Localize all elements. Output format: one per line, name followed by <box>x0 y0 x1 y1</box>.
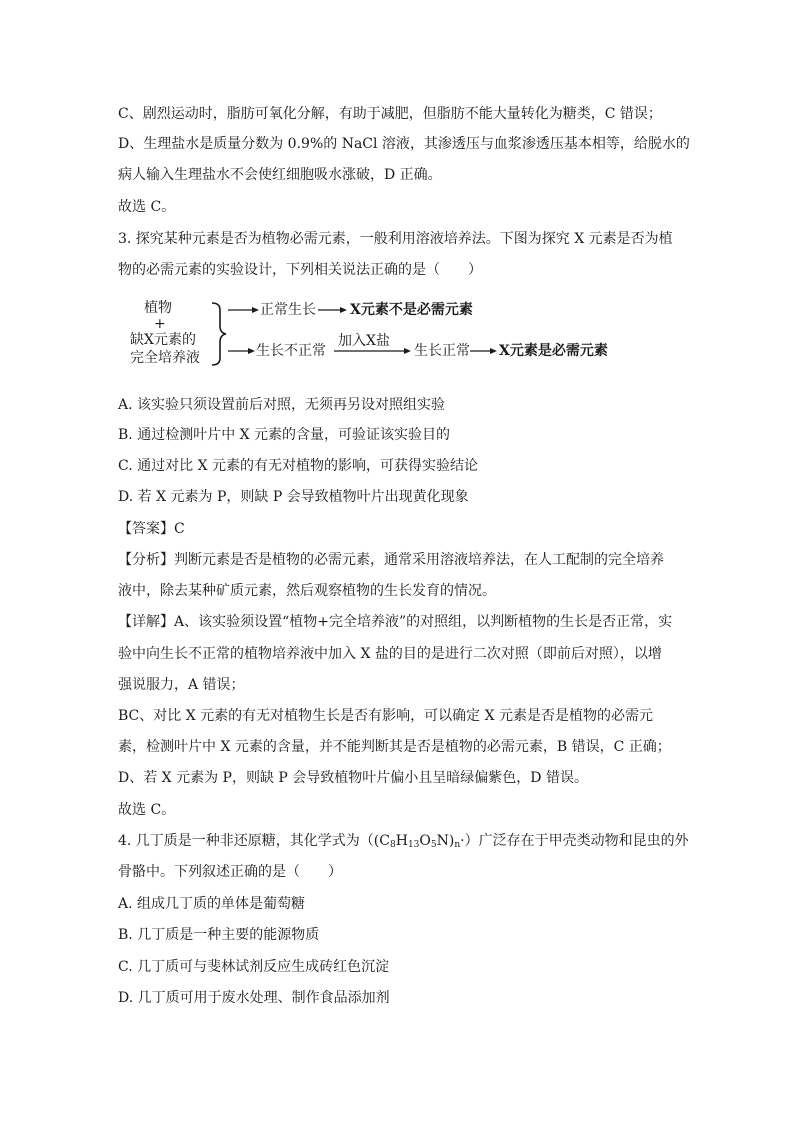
formula-n: N) <box>436 833 455 849</box>
q3-answer: 【答案】C <box>118 521 185 537</box>
q3-stem: 3. 探究某种元素是否为植物必需元素，一般利用溶液培养法。下图为探究 X 元素是否为植 <box>118 231 673 247</box>
q3-detail: 【详解】A、该实验须设置“植物+完全培养液”的对照组，以判断植物的生长是否正常，实 <box>118 614 673 630</box>
q4-option-a: A. 组成几丁质的单体是葡萄糖 <box>118 896 306 912</box>
diagram-essential-conclusion: X元素是必需元素 <box>499 343 608 359</box>
q3-detail-cont-2: 强说服力，A 错误； <box>118 677 245 693</box>
q3-detail-d: D、若 X 元素为 P，则缺 P 会导致植物叶片偏小且呈暗绿偏紫色，D 错误。 <box>118 770 588 786</box>
formula-h-subscript: 13 <box>407 840 420 850</box>
q3-detail-cont: 验中向生长不正常的植物培养液中加入 X 盐的目的是进行二次对照（即前后对照），以增 <box>118 646 662 662</box>
diagram-normal-growth: 正常生长 <box>260 302 316 318</box>
formula-o-subscript: 5 <box>430 840 437 850</box>
formula-n-subscript: n <box>454 840 461 850</box>
q3-experiment-diagram <box>118 294 678 374</box>
q3-option-b: B. 通过检测叶片中 X 元素的含量，可验证该实验目的 <box>118 427 451 443</box>
formula-h: H <box>395 833 408 849</box>
prev-option-d-explanation-cont: 病人输入生理盐水不会使红细胞吸水涨破，D 正确。 <box>118 167 442 183</box>
formula-o: O <box>419 833 431 849</box>
q4-option-b: B. 几丁质是一种主要的能源物质 <box>118 927 320 943</box>
diagram-normal-growth-2: 生长正常 <box>414 343 470 359</box>
q4-option-c: C. 几丁质可与斐林试剂反应生成砖红色沉淀 <box>118 959 390 975</box>
prev-conclusion: 故选 C。 <box>118 199 176 215</box>
q3-analysis: 【分析】判断元素是否是植物的必需元素，通常采用溶液培养法，在人工配制的完全培养 <box>118 552 664 568</box>
q4-stem-end: ·）广泛存在于甲壳类动物和昆虫的外 <box>460 833 689 849</box>
q3-option-c: C. 通过对比 X 元素的有无对植物的影响，可获得实验结论 <box>118 458 478 474</box>
prev-option-d-explanation: D、生理盐水是质量分数为 0.9%的 NaCl 溶液，其渗透压与血浆渗透压基本相等，给脱水的 <box>118 136 690 152</box>
q3-conclusion: 故选 C。 <box>118 802 176 818</box>
diagram-abnormal-growth: 生长不正常 <box>256 343 326 359</box>
formula-c-subscript: 8 <box>389 840 396 850</box>
diagram-add-x-salt: 加入X盐 <box>338 333 390 349</box>
q3-stem-cont: 物的必需元素的实验设计，下列相关说法正确的是（ ） <box>118 262 482 278</box>
q3-detail-bc-cont: 素，检测叶片中 X 元素的含量，并不能判断其是否是植物的必需元素，B 错误，C 正确； <box>118 739 671 755</box>
diagram-not-essential-conclusion: X元素不是必需元素 <box>350 302 473 318</box>
diagram-medium-label: 缺X元素的 <box>130 332 196 348</box>
q3-option-d: D. 若 X 元素为 P，则缺 P 会导致植物叶片出现黄化现象 <box>118 489 469 505</box>
q4-stem-cont: 骨骼中。下列叙述正确的是（ ） <box>118 864 342 880</box>
prev-option-c-explanation: C、剧烈运动时，脂肪可氧化分解，有助于减肥，但脂肪不能大量转化为糖类，C 错误； <box>118 106 662 122</box>
diagram-medium-label-cont: 完全培养液 <box>130 350 200 366</box>
q3-option-a: A. 该实验只须设置前后对照，无须再另设对照组实验 <box>118 397 446 413</box>
q3-analysis-cont: 液中，除去某种矿质元素，然后观察植物的生长发育的情况。 <box>118 583 496 599</box>
q4-stem <box>118 831 689 855</box>
q4-stem-start: 4. 几丁质是一种非还原糖，其化学式为（(C <box>118 833 390 849</box>
diagram-plus-sign: + <box>154 316 166 332</box>
q4-option-d: D. 几丁质可用于废水处理、制作食品添加剂 <box>118 990 390 1006</box>
diagram-plant-label: 植物 <box>144 300 172 316</box>
q3-detail-bc: BC、对比 X 元素的有无对植物生长是否有影响，可以确定 X 元素是否是植物的必需元 <box>118 708 653 724</box>
